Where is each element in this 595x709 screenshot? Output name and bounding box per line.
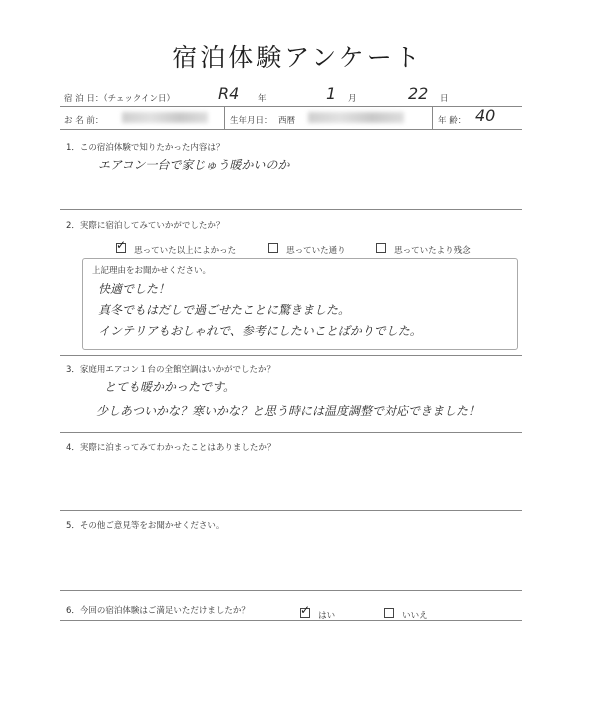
page-title: 宿泊体験アンケート [172,43,423,72]
option-same[interactable] [268,238,346,257]
redacted-name [122,112,208,123]
reason-line[interactable]: 快適でした！ [98,282,171,296]
q3-answer-line[interactable]: とても暖かかったです。 [104,380,236,394]
check-icon: ✓ [300,603,311,617]
reason-line[interactable]: インテリアもおしゃれで、参考にしたいことばかりでした。 [98,324,422,338]
q5-question: 5．その他ご意見等をお聞かせください。 [66,521,225,531]
option-yes-label: はい [318,611,336,621]
stay-month[interactable]: 1 [326,84,337,103]
checkbox-yes[interactable] [300,603,311,618]
checkbox-better[interactable] [116,238,127,253]
q3-answer-line[interactable]: 少しあついかな？寒いかな？と思う時には温度調整で対応できました！ [96,404,481,418]
checkbox-worse[interactable] [376,243,386,253]
check-icon: ✓ [116,238,127,252]
month-unit: 月 [348,94,357,104]
q2-question: 2．実際に宿泊してみていかがでしたか？ [66,221,225,231]
option-same-label: 思っていた通り [286,246,346,256]
divider [60,209,522,210]
divider [60,590,522,591]
stay-date-label: 宿 泊 日：（チェックイン日） [64,94,175,104]
day-unit: 日 [440,94,449,104]
q1-question: 1．この宿泊体験で知りたかった内容は？ [66,143,225,153]
redacted-birthdate [308,112,404,123]
divider [60,106,522,107]
divider [60,355,522,356]
reason-line[interactable]: 真冬でもはだしで過ごせたことに驚きました。 [98,303,351,317]
divider [224,107,225,129]
option-better[interactable] [116,238,236,257]
option-worse-label: 思っていたより残念 [394,246,471,256]
divider [432,107,433,129]
q3-question: 3．家庭用エアコン１台の全館空調はいかがでしたか？ [66,365,275,375]
birth-label: 生年月日： [230,116,273,126]
name-label: お 名 前： [64,116,104,126]
divider [60,620,522,621]
checkbox-same[interactable] [268,243,278,253]
option-worse[interactable] [376,238,471,257]
q6-question: 6．今回の宿泊体験はご満足いただけましたか？ [66,606,250,616]
reason-label: 上記理由をお聞かせください。 [92,266,212,276]
divider [60,432,522,433]
year-unit: 年 [258,94,267,104]
option-no-label: いいえ [402,611,428,621]
checkbox-no[interactable] [384,608,394,618]
birth-calendar-label: 西暦 [278,116,296,126]
stay-day[interactable]: 22 [408,84,429,103]
age-value[interactable]: 40 [475,106,496,125]
q4-question: 4．実際に泊まってみてわかったことはありましたか？ [66,443,276,453]
option-better-label: 思っていた以上によかった [134,246,237,256]
divider [60,510,522,511]
q1-answer[interactable]: エアコン一台で家じゅう暖かいのか [98,158,290,172]
age-label: 年 齢： [438,116,467,126]
stay-era[interactable]: R4 [218,84,240,103]
divider [60,129,522,130]
